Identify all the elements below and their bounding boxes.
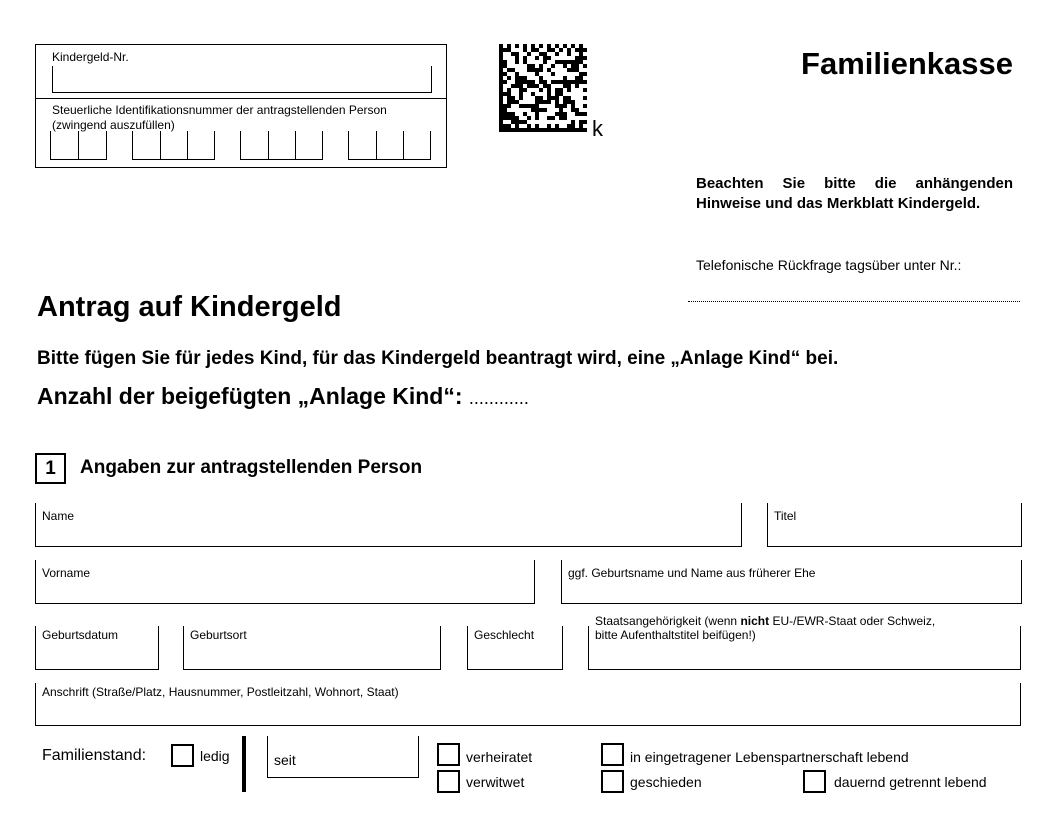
steuer-id-group-4[interactable] [348,131,431,160]
form-title: Antrag auf Kindergeld [37,291,342,323]
staatsangehoerigkeit-label: Staatsangehörigkeit (wenn nicht EU-/EWR-Staat oder Schweiz, bitte Aufenthaltstitel beifügen!) [595,614,936,642]
anschrift-label: Anschrift (Straße/Platz, Hausnummer, Postleitzahl, Wohnort, Staat) [42,685,399,699]
titel-field[interactable] [767,503,1022,547]
ledig-label: ledig [200,748,230,764]
geschlecht-label: Geschlecht [474,628,535,642]
phone-field[interactable] [688,301,1020,302]
seit-field[interactable] [267,736,419,778]
verwitwet-label: verwitwet [466,774,525,790]
steuer-id-group-3[interactable] [240,131,323,160]
vorname-field[interactable] [35,560,535,604]
form-instruction: Bitte fügen Sie für jedes Kind, für das Kindergeld beantragt wird, eine „Anlage Kind“ bei. [37,348,839,369]
steuer-id-note: (zwingend auszufüllen) [52,118,175,132]
vorname-label: Vorname [42,566,91,580]
geburtsort-label: Geburtsort [190,628,247,642]
geschieden-label: geschieden [630,774,702,790]
lebenspartnerschaft-checkbox[interactable] [601,743,624,766]
geburtsdatum-label: Geburtsdatum [42,628,119,642]
section-number [35,453,66,484]
geburtsort-field[interactable] [183,626,441,670]
name-label: Name [42,509,75,523]
verwitwet-checkbox[interactable] [437,770,460,793]
anschrift-field[interactable] [35,683,1021,726]
familienstand-label: Familienstand: [42,747,147,764]
geburtsname-label: ggf. Geburtsname und Name aus früherer Ehe [568,566,816,580]
kindergeld-nr-field[interactable] [52,66,432,93]
steuer-id-group-1[interactable] [50,131,107,160]
verheiratet-label: verheiratet [466,749,533,765]
geburtsdatum-field[interactable] [35,626,159,670]
kindergeld-nr-label: Kindergeld-Nr. [52,50,129,64]
datamatrix-code [499,44,587,132]
verheiratet-checkbox[interactable] [437,743,460,766]
getrennt-label: dauernd getrennt lebend [834,774,987,790]
count-line [37,383,529,410]
geburtsname-field[interactable] [561,560,1022,604]
geschlecht-field[interactable] [467,626,563,670]
familienstand-separator [242,736,246,792]
count-field[interactable]: ............ [468,388,529,408]
section-title: Angaben zur antragstellenden Person [80,457,423,478]
steuer-id-field[interactable] [50,131,432,161]
section-number-text: 1 [45,458,56,479]
seit-label: seit [274,752,296,768]
count-label: Anzahl der beigefügten „Anlage Kind“: [37,383,463,409]
phone-label: Telefonische Rückfrage tagsüber unter Nr.: [696,257,962,273]
geschieden-checkbox[interactable] [601,770,624,793]
steuer-id-group-2[interactable] [132,131,215,160]
steuer-id-label: Steuerliche Identifikationsnummer der antragstellenden Person [52,103,387,117]
ledig-checkbox[interactable] [171,744,194,767]
name-field[interactable] [35,503,742,547]
barcode-suffix: k [592,116,603,141]
titel-label: Titel [774,509,797,523]
agency-title: Familienkasse [801,46,1013,81]
getrennt-checkbox[interactable] [803,770,826,793]
id-box-divider [35,98,446,99]
notice-text: Beachten Sie bitte die anhängenden Hinweise und das Merkblatt Kindergeld. [696,175,1013,212]
lebenspartnerschaft-label: in eingetragener Lebenspartnerschaft lebend [630,749,909,765]
